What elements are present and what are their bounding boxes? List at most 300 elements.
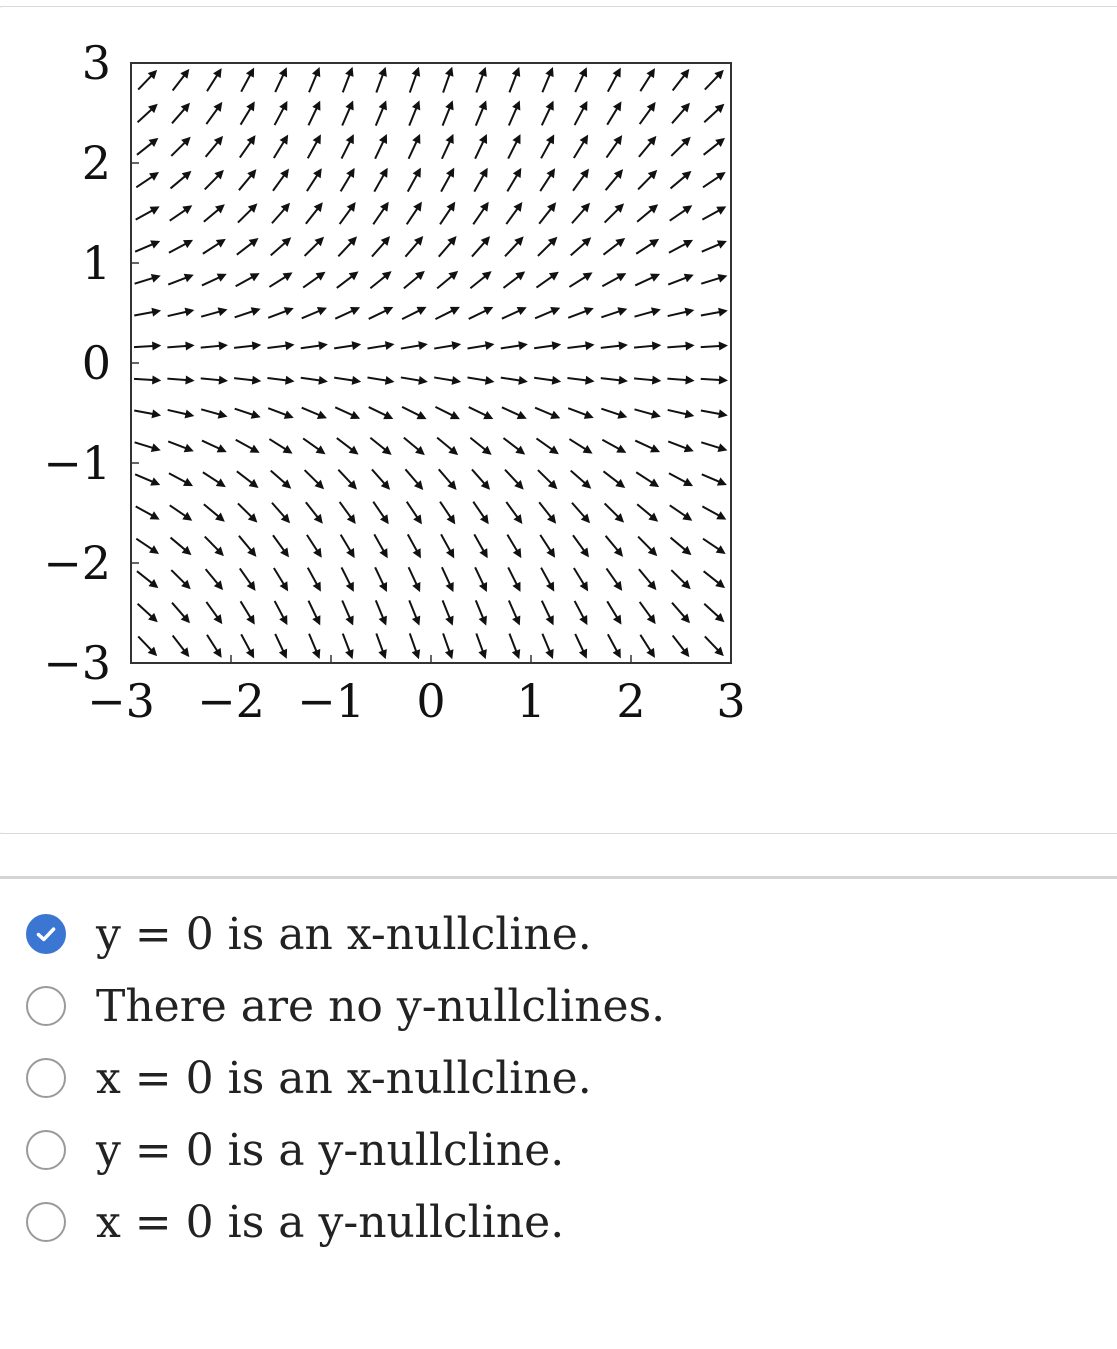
y-tick-label: 3 xyxy=(81,36,111,90)
field-arrow xyxy=(443,67,453,93)
field-arrow xyxy=(637,204,658,222)
field-arrow xyxy=(305,237,324,256)
field-arrow xyxy=(370,438,391,455)
field-arrow xyxy=(409,600,420,625)
field-arrow xyxy=(601,341,628,350)
field-arrow xyxy=(201,376,228,385)
field-arrow xyxy=(702,240,727,251)
field-arrow xyxy=(705,70,724,90)
field-arrow xyxy=(335,407,360,419)
field-arrow xyxy=(267,341,294,350)
field-arrow xyxy=(634,341,661,350)
field-arrow xyxy=(369,307,394,319)
field-arrow xyxy=(207,68,222,91)
field-arrow xyxy=(308,601,320,626)
x-tick-label: 1 xyxy=(516,674,546,728)
field-arrow xyxy=(539,502,556,523)
field-arrow xyxy=(240,135,256,157)
field-arrow xyxy=(303,438,325,454)
option-label: x = 0 is a y-nullcline. xyxy=(96,1196,565,1248)
field-arrow xyxy=(439,469,457,490)
field-arrow xyxy=(134,342,161,351)
field-arrow xyxy=(575,634,587,659)
field-arrow xyxy=(606,169,623,190)
field-arrow xyxy=(241,68,254,92)
field-arrow xyxy=(272,503,290,523)
x-tick-label: −3 xyxy=(87,674,155,728)
field-arrow xyxy=(601,307,627,317)
x-tick-label: −1 xyxy=(297,674,365,728)
field-arrow xyxy=(538,470,557,489)
field-arrow xyxy=(173,636,190,658)
field-arrow xyxy=(672,603,690,624)
field-arrow xyxy=(668,308,695,317)
field-arrow xyxy=(337,438,359,455)
field-arrow xyxy=(603,471,625,488)
field-arrow xyxy=(667,341,694,350)
field-arrow xyxy=(575,601,588,625)
field-arrow xyxy=(669,240,693,253)
field-arrow xyxy=(601,409,627,419)
field-arrow xyxy=(168,308,195,317)
field-arrow xyxy=(170,205,193,220)
field-arrow xyxy=(469,407,494,419)
field-arrow xyxy=(702,506,726,519)
field-arrow xyxy=(608,634,621,658)
field-arrow xyxy=(470,271,491,288)
field-arrow xyxy=(241,601,255,624)
option-no-y-nullclines[interactable] xyxy=(26,970,665,1042)
field-arrow xyxy=(172,103,190,124)
field-arrow xyxy=(505,470,524,490)
field-arrow xyxy=(340,502,356,524)
field-arrow xyxy=(468,376,495,385)
field-arrow xyxy=(603,238,625,255)
field-arrow xyxy=(309,634,320,659)
field-arrow xyxy=(239,169,256,190)
field-arrow xyxy=(635,274,660,286)
field-arrow xyxy=(134,308,161,317)
field-arrow xyxy=(606,135,622,157)
field-arrow xyxy=(207,635,222,658)
field-arrow xyxy=(539,202,556,223)
field-arrow xyxy=(136,172,159,187)
field-arrow xyxy=(308,101,320,126)
question-card xyxy=(0,6,1117,834)
field-arrow xyxy=(368,341,395,350)
field-arrow xyxy=(410,633,420,659)
field-arrow xyxy=(274,568,288,591)
field-arrow xyxy=(476,600,487,625)
field-arrow xyxy=(409,100,420,125)
field-arrow xyxy=(473,202,488,225)
field-arrow xyxy=(571,237,592,255)
field-arrow xyxy=(441,168,454,192)
field-arrow xyxy=(502,307,527,319)
field-arrow xyxy=(168,410,195,419)
field-arrow xyxy=(275,101,288,125)
field-arrow xyxy=(639,136,656,157)
field-arrow xyxy=(171,538,192,556)
field-arrow xyxy=(267,376,294,385)
field-arrow xyxy=(401,376,428,385)
field-arrow xyxy=(272,203,290,223)
radio-unselected[interactable] xyxy=(26,986,66,1026)
x-tick-label: 0 xyxy=(416,674,446,728)
field-arrow xyxy=(542,601,554,626)
field-arrow xyxy=(136,506,160,519)
field-arrow xyxy=(640,635,655,658)
field-arrow xyxy=(307,535,322,558)
field-arrow xyxy=(441,534,454,558)
field-arrow xyxy=(201,307,227,316)
field-arrow xyxy=(572,203,590,223)
field-arrow xyxy=(408,168,421,192)
field-arrow xyxy=(238,503,257,522)
field-arrow xyxy=(474,534,487,558)
field-arrow xyxy=(305,470,324,489)
field-arrow xyxy=(170,505,193,520)
field-arrow xyxy=(241,634,254,658)
field-arrow xyxy=(508,567,520,591)
field-arrow xyxy=(341,168,355,191)
field-arrow xyxy=(573,535,589,557)
field-arrow xyxy=(636,239,659,254)
field-arrow xyxy=(236,440,260,453)
field-arrow xyxy=(370,271,391,288)
field-arrow xyxy=(202,274,227,286)
option-label: There are no y-nullclines. xyxy=(96,980,666,1032)
field-arrow xyxy=(538,237,557,256)
field-arrow xyxy=(475,134,487,159)
x-tick-label: −2 xyxy=(197,674,265,728)
field-arrow xyxy=(302,307,327,318)
field-arrow xyxy=(567,376,594,385)
field-arrow xyxy=(540,168,555,191)
field-arrow xyxy=(405,236,423,257)
field-arrow xyxy=(475,567,487,592)
field-arrow xyxy=(372,469,390,489)
field-arrow xyxy=(171,171,192,189)
field-arrow xyxy=(668,410,695,419)
field-arrow xyxy=(169,240,193,253)
field-arrow xyxy=(135,240,160,251)
x-tick-label: 2 xyxy=(616,674,646,728)
option-label: y = 0 is a y-nullcline. xyxy=(96,1124,565,1176)
field-arrow xyxy=(342,567,354,591)
field-arrow xyxy=(374,168,387,192)
field-arrow xyxy=(203,472,226,487)
field-arrow xyxy=(275,601,288,625)
field-arrow xyxy=(440,202,455,225)
field-arrow xyxy=(469,307,494,319)
field-arrow xyxy=(303,272,325,288)
field-arrow xyxy=(567,341,594,350)
option-x0-y-nullcline[interactable] xyxy=(26,1186,665,1258)
field-arrow xyxy=(138,104,158,122)
field-arrow xyxy=(601,376,628,385)
field-arrow xyxy=(301,376,328,385)
field-arrow xyxy=(605,503,624,522)
field-arrow xyxy=(404,438,425,455)
field-arrow xyxy=(472,236,490,256)
field-arrow xyxy=(238,203,257,222)
field-arrow xyxy=(136,539,159,554)
field-arrow xyxy=(269,272,292,287)
field-arrow xyxy=(606,568,622,590)
field-arrow xyxy=(206,102,222,124)
option-label: y = 0 is an x-nullcline. xyxy=(96,908,592,960)
field-arrow xyxy=(668,274,694,285)
field-arrow xyxy=(372,236,390,256)
field-arrow xyxy=(634,307,660,316)
field-arrow xyxy=(206,602,222,624)
field-arrow xyxy=(275,634,287,659)
field-arrow xyxy=(437,438,458,455)
field-arrow xyxy=(409,567,421,592)
field-arrow xyxy=(667,376,694,385)
field-arrow xyxy=(704,571,725,588)
field-arrow xyxy=(501,341,528,350)
field-arrow xyxy=(136,206,160,219)
field-arrow xyxy=(309,67,320,92)
field-arrow xyxy=(701,409,728,418)
field-arrow xyxy=(169,473,193,486)
field-arrow xyxy=(405,469,423,490)
field-arrow xyxy=(442,567,454,592)
field-arrow xyxy=(534,341,561,350)
option-y0-x-nullcline[interactable] xyxy=(26,898,665,970)
field-arrow xyxy=(437,271,458,288)
field-arrow xyxy=(235,409,261,419)
field-arrow xyxy=(407,502,422,525)
field-arrow xyxy=(134,375,161,384)
field-arrow xyxy=(402,307,426,319)
check-icon xyxy=(33,921,59,947)
field-arrow xyxy=(701,274,727,284)
field-arrow xyxy=(237,471,259,488)
field-arrow xyxy=(373,502,388,525)
field-arrow xyxy=(640,68,655,91)
field-arrow xyxy=(168,441,194,452)
radio-selected[interactable] xyxy=(26,914,66,954)
field-arrow xyxy=(443,600,454,625)
field-arrow xyxy=(167,376,194,385)
field-arrow xyxy=(337,271,359,288)
field-arrow xyxy=(440,502,455,525)
field-arrow xyxy=(302,408,327,419)
field-arrow xyxy=(443,633,453,659)
field-arrow xyxy=(705,636,724,656)
field-arrow xyxy=(268,307,294,318)
field-arrow xyxy=(374,534,387,558)
field-arrow xyxy=(334,341,361,350)
field-arrow xyxy=(634,409,660,418)
field-arrow xyxy=(607,101,621,124)
field-arrow xyxy=(575,67,587,92)
field-arrow xyxy=(409,134,421,159)
field-arrow xyxy=(376,633,387,659)
field-arrow xyxy=(635,441,660,453)
field-arrow xyxy=(541,568,554,592)
field-arrow xyxy=(540,535,555,558)
field-arrow xyxy=(572,503,590,523)
option-y0-y-nullcline[interactable] xyxy=(26,1114,665,1186)
field-arrow xyxy=(509,600,520,625)
radio-unselected[interactable] xyxy=(26,1202,66,1242)
field-arrow xyxy=(306,202,323,223)
field-arrow xyxy=(137,571,158,588)
field-arrow xyxy=(671,137,690,156)
field-arrow xyxy=(507,535,521,558)
field-arrow xyxy=(239,536,256,557)
field-arrow xyxy=(235,307,261,317)
y-tick-label: 0 xyxy=(81,336,111,390)
field-arrow xyxy=(509,100,520,125)
field-arrow xyxy=(476,100,487,125)
field-arrow xyxy=(135,274,161,284)
field-arrow xyxy=(171,570,190,589)
field-arrow xyxy=(137,138,158,155)
field-arrow xyxy=(606,536,623,557)
field-arrow xyxy=(269,439,292,454)
field-arrow xyxy=(476,67,487,93)
field-arrow xyxy=(138,636,157,656)
field-arrow xyxy=(203,239,226,254)
field-arrow xyxy=(206,569,223,590)
field-arrow xyxy=(376,600,387,625)
field-arrow xyxy=(704,138,725,155)
field-arrow xyxy=(701,308,728,317)
field-arrow xyxy=(636,472,659,487)
field-arrow xyxy=(569,272,592,287)
field-arrow xyxy=(368,376,395,385)
field-arrow xyxy=(306,502,323,523)
field-arrow xyxy=(534,376,561,385)
field-arrow xyxy=(343,634,354,660)
field-arrow xyxy=(206,136,223,157)
field-arrow xyxy=(640,602,656,624)
field-arrow xyxy=(673,636,690,658)
field-arrow xyxy=(536,438,558,454)
field-arrow xyxy=(703,172,726,187)
answer-options xyxy=(26,898,665,1258)
field-arrow xyxy=(138,70,157,90)
field-arrow xyxy=(638,537,657,557)
field-arrow xyxy=(376,100,387,125)
field-arrow xyxy=(639,569,656,590)
field-arrow xyxy=(703,539,726,554)
field-arrow xyxy=(472,469,490,489)
field-arrow xyxy=(201,341,228,350)
field-arrow xyxy=(542,101,554,126)
field-arrow xyxy=(172,603,190,624)
field-arrow xyxy=(273,535,289,557)
field-arrow xyxy=(171,137,190,156)
field-arrow xyxy=(573,169,589,191)
field-arrow xyxy=(340,202,356,224)
field-arrow xyxy=(410,67,420,93)
field-arrow xyxy=(338,236,357,256)
field-arrow xyxy=(608,68,621,92)
field-arrow xyxy=(434,341,461,350)
field-arrow xyxy=(507,168,521,191)
field-arrow xyxy=(138,604,158,622)
field-arrow xyxy=(271,237,292,255)
field-arrow xyxy=(168,274,194,285)
field-arrow xyxy=(473,502,488,525)
field-arrow xyxy=(308,134,321,158)
field-arrow xyxy=(236,273,260,286)
field-arrow xyxy=(502,407,527,419)
field-arrow xyxy=(505,236,524,256)
field-arrow xyxy=(237,238,259,255)
field-arrow xyxy=(201,409,227,418)
field-arrow xyxy=(167,341,194,350)
field-arrow xyxy=(638,170,657,190)
field-arrow xyxy=(669,473,693,486)
field-arrow xyxy=(404,271,425,288)
field-arrow xyxy=(376,67,387,93)
field-arrow xyxy=(271,471,292,489)
field-arrow xyxy=(605,203,624,222)
x-tick-label: 3 xyxy=(716,674,746,728)
field-arrow xyxy=(408,534,421,558)
field-arrow xyxy=(442,134,454,159)
field-arrow xyxy=(205,170,224,190)
radio-unselected[interactable] xyxy=(26,1058,66,1098)
field-arrow xyxy=(637,504,658,522)
field-arrow xyxy=(506,502,522,524)
field-arrow xyxy=(535,307,560,318)
field-arrow xyxy=(435,307,459,319)
y-tick-label: 1 xyxy=(81,236,111,290)
field-arrow xyxy=(202,441,227,453)
y-tick-label: −2 xyxy=(43,536,111,590)
field-arrow xyxy=(575,101,588,125)
field-arrow xyxy=(135,442,161,452)
field-arrow xyxy=(542,67,553,92)
field-arrow xyxy=(536,272,558,288)
field-arrow xyxy=(476,633,487,659)
field-arrow xyxy=(443,100,454,125)
field-arrow xyxy=(508,134,520,158)
field-arrow xyxy=(634,376,661,385)
field-arrow xyxy=(701,442,727,452)
radio-unselected[interactable] xyxy=(26,1130,66,1170)
field-arrow xyxy=(501,376,528,385)
field-arrow xyxy=(241,101,255,124)
field-arrow xyxy=(402,407,426,419)
field-arrow xyxy=(506,202,522,224)
direction-field-plot xyxy=(0,7,1116,833)
field-arrow xyxy=(369,407,394,419)
option-label: x = 0 is an x-nullcline. xyxy=(96,1052,592,1104)
field-arrow xyxy=(640,102,656,124)
y-tick-label: −3 xyxy=(43,636,111,690)
field-arrow xyxy=(268,408,294,419)
field-arrow xyxy=(342,100,353,125)
field-arrow xyxy=(275,67,287,92)
field-arrow xyxy=(671,171,692,189)
option-x0-x-nullcline[interactable] xyxy=(26,1042,665,1114)
field-arrow xyxy=(307,168,322,191)
field-arrow xyxy=(204,204,225,222)
field-arrow xyxy=(607,601,621,624)
field-arrow xyxy=(335,307,360,319)
field-arrow xyxy=(301,341,328,350)
field-arrow xyxy=(343,67,354,93)
